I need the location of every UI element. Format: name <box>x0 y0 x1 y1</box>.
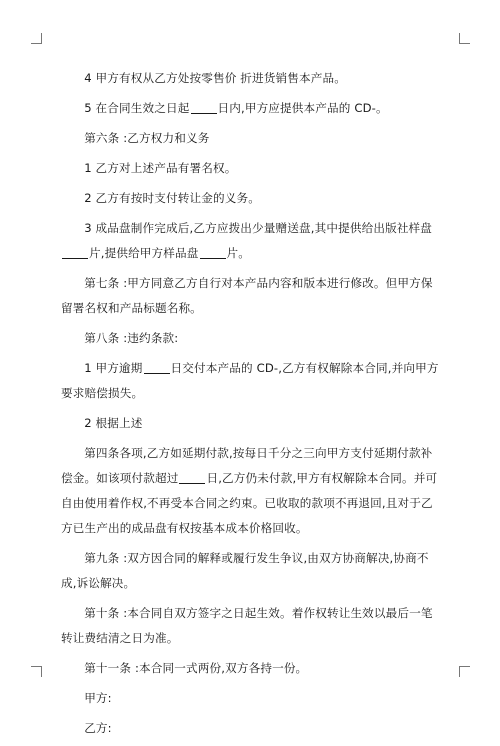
paragraph-text: 日内,甲方应提供本产品的 CD-。 <box>217 101 388 115</box>
paragraph-article-10 <box>61 601 441 651</box>
fill-in-blank <box>62 246 88 259</box>
fill-in-blank <box>144 361 170 374</box>
paragraph-text: 第十条 :本合同自双方签字之日起生效。着作权转让生效以最后一笔转让费结清之日为准。 <box>61 606 433 645</box>
article-heading: 第八条 :违约条款: <box>84 331 179 345</box>
paragraph-text: 第四条各项,乙方如延期付款,按每日千分之三向甲方支付延期付款补偿金。如该项付款超过 <box>61 446 433 485</box>
paragraph-article-9 <box>61 546 441 596</box>
paragraph-breach-1 <box>61 356 441 406</box>
paragraph-text: 第七条 :甲方同意乙方自行对本产品内容和版本进行修改。但甲方保留署名权和产品标题名称。 <box>61 276 433 315</box>
document-body <box>61 66 441 746</box>
paragraph-text: 3 成品盘制作完成后,乙方应拨出少量赠送盘,其中提供给出版社样盘 <box>84 221 433 235</box>
heading-article-8 <box>61 326 441 351</box>
fill-in-blank <box>200 246 226 259</box>
paragraph-text: 2 乙方有按时支付转让金的义务。 <box>84 191 260 205</box>
crop-mark-bottom-right <box>459 666 470 677</box>
paragraph-text: 2 根据上述 <box>84 416 143 430</box>
paragraph-text: 日交付本产品的 CD-,乙方有权解除本合同,并向甲方要求赔偿损失。 <box>61 361 439 400</box>
paragraph-article-7 <box>61 271 441 321</box>
paragraph-text: 日,乙方仍未付款,甲方有权解除本合同。并可自由使用着作权,不再受本合同之约束。已收取的款项不再退回,且对于乙方已生产出的成品盘有权按基本成本价格回收。 <box>61 471 438 535</box>
paragraph-text: 4 甲方有权从乙方处按零售价 折进货销售本产品。 <box>84 71 347 85</box>
signature-label: 乙方: <box>84 721 112 735</box>
paragraph-text: 1 甲方逾期 <box>84 361 143 375</box>
paragraph-rights-1 <box>61 156 441 181</box>
signature-party-a <box>61 686 441 711</box>
fill-in-blank <box>179 471 205 484</box>
signature-party-b <box>61 716 441 741</box>
paragraph-text: 5 在合同生效之日起 <box>84 101 190 115</box>
crop-mark-top-right <box>459 33 470 44</box>
paragraph-rights-2 <box>61 186 441 211</box>
paragraph-text: 片,提供给甲方样品盘 <box>89 246 199 260</box>
fill-in-blank <box>191 101 217 114</box>
paragraph-clause-4 <box>61 66 441 91</box>
paragraph-text: 第十一条 :本合同一式两份,双方各持一份。 <box>84 661 308 675</box>
paragraph-text: 第九条 :双方因合同的解释或履行发生争议,由双方协商解决,协商不成,诉讼解决。 <box>61 551 429 590</box>
heading-article-6 <box>61 126 441 151</box>
paragraph-article-11 <box>61 656 441 681</box>
paragraph-clause-5 <box>61 96 441 121</box>
crop-mark-top-left <box>31 33 42 44</box>
paragraph-text: 片。 <box>226 246 251 260</box>
article-heading: 第六条 :乙方权力和义务 <box>84 131 210 145</box>
paragraph-text: 1 乙方对上述产品有署名权。 <box>84 161 237 175</box>
paragraph-article-4-terms <box>61 441 441 541</box>
paragraph-breach-2 <box>61 411 441 436</box>
crop-mark-bottom-left <box>31 666 42 677</box>
paragraph-rights-3 <box>61 216 441 266</box>
signature-label: 甲方: <box>84 691 112 705</box>
